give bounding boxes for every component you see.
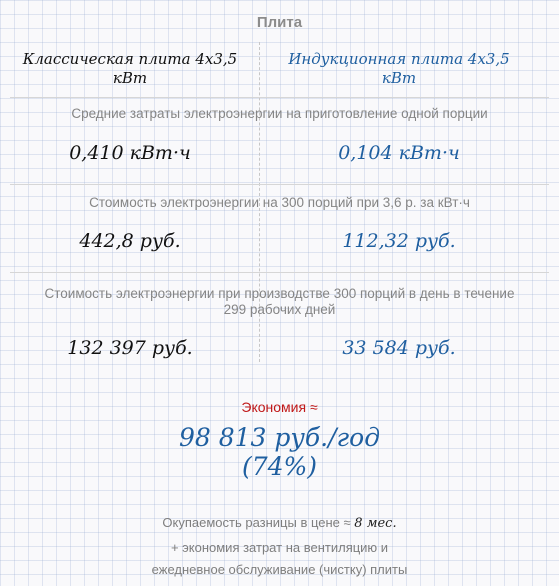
cleaning-savings-note: ежедневное обслуживание (чистку) плиты: [151, 562, 408, 577]
classic-cost-300-portions: 442,8 руб.: [79, 230, 181, 252]
classic-stove-heading: Классическая плита 4х3,5 кВт: [22, 50, 238, 87]
economy-label: Экономия ≈: [241, 399, 318, 415]
annual-cost-label: Стоимость электроэнергии при производстве 300 порций в день в течение 299 рабочих дней: [44, 286, 515, 317]
induction-stove-heading: Индукционная плита 4х3,5 кВт: [288, 50, 510, 87]
classic-energy-per-portion: 0,410 кВт·ч: [69, 142, 191, 164]
induction-annual-cost: 33 584 руб.: [342, 337, 456, 359]
payback-value: 8 мес.: [354, 516, 397, 531]
induction-cost-300-portions: 112,32 руб.: [342, 230, 456, 252]
economy-percent: (74%): [241, 452, 318, 481]
row-separator: [10, 97, 549, 98]
economy-value: [0, 423, 559, 481]
page-title: Плита: [256, 14, 303, 31]
row-separator: [10, 184, 549, 185]
cost-300-portions-label: Стоимость электроэнергии на 300 порций при 3,6 р. за кВт·ч: [89, 195, 470, 210]
ventilation-savings-note: + экономия затрат на вентиляцию и: [170, 540, 389, 555]
payback-label: Окупаемость разницы в цене ≈: [162, 515, 351, 530]
payback-line: [0, 515, 559, 531]
classic-annual-cost: 132 397 руб.: [67, 337, 193, 359]
energy-per-portion-label: Средние затраты электроэнергии на приготовление одной порции: [71, 106, 488, 121]
economy-amount: 98 813 руб./год: [178, 423, 381, 452]
induction-energy-per-portion: 0,104 кВт·ч: [338, 142, 460, 164]
row-separator: [10, 272, 549, 273]
